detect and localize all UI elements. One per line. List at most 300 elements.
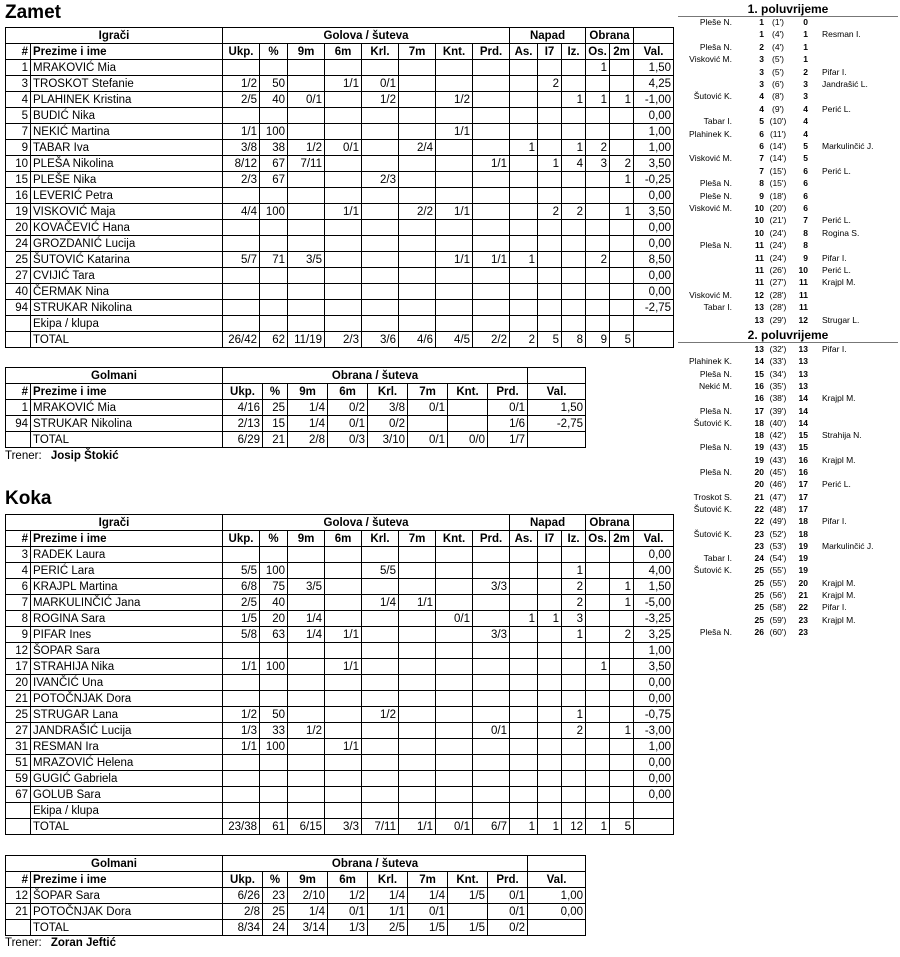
cell-value: 1/1 [223,124,260,140]
cell-value [562,300,586,316]
cell-name: TABAR Iva [31,140,223,156]
cell-value [325,220,362,236]
left-scorer: Pleše N. [699,17,732,27]
right-scorer: Perić L. [822,265,851,275]
home-score: 8 [759,178,764,189]
cell-value: 6/29 [223,432,263,448]
cell-value [399,691,436,707]
cell-value [586,204,610,220]
cell-value: 2/13 [223,416,263,432]
cell-number: 19 [6,204,31,220]
cell-name: PERIĆ Lara [31,563,223,579]
cell-value [528,920,586,936]
cell-value [473,220,510,236]
column-header: 6m [328,384,368,400]
player-row [6,707,674,723]
cell-value [325,156,362,172]
cell-value [288,595,325,611]
cell-name: PLEŠE Nika [31,172,223,188]
home-score: 19 [754,442,764,453]
cell-value [473,76,510,92]
away-score: 5 [803,153,808,164]
cell-value: 1,50 [528,400,586,416]
goal-event [676,466,900,478]
cell-value [538,707,562,723]
goal-event [676,66,900,78]
cell-value [586,124,610,140]
cell-value [260,60,288,76]
cell-value [399,787,436,803]
cell-value: 2/3 [223,172,260,188]
cell-value [610,220,634,236]
goal-event [676,140,900,152]
cell-value [510,579,538,595]
cell-value [610,140,634,156]
cell-value [586,563,610,579]
cell-value [223,300,260,316]
goal-event [676,53,900,65]
cell-value: 2/4 [399,140,436,156]
cell-value [325,771,362,787]
cell-value [510,316,538,332]
home-score: 13 [754,314,764,325]
cell-value: 5/7 [223,252,260,268]
column-header: Prezime i ime [31,384,223,400]
cell-value: 3/8 [223,140,260,156]
cell-value [473,803,510,819]
player-row [6,819,674,835]
cell-value [362,803,399,819]
cell-value [473,140,510,156]
away-score: 13 [798,368,808,379]
cell-value: 1 [510,819,538,835]
cell-value [586,220,610,236]
cell-value: 2 [562,595,586,611]
cell-value [538,787,562,803]
cell-value [510,220,538,236]
minute: (33') [769,356,787,367]
away-score: 13 [798,356,808,367]
home-score: 4 [759,91,764,102]
cell-value [325,316,362,332]
cell-value: 3/3 [473,627,510,643]
cell-value: 1 [610,723,634,739]
cell-name: NEKIĆ Martina [31,124,223,140]
player-row [6,547,674,563]
home-score: 6 [759,128,764,139]
right-scorer: Strugar L. [822,314,860,325]
cell-value: 2/5 [223,92,260,108]
cell-value [362,771,399,787]
cell-number: 1 [6,60,31,76]
minute: (20') [769,203,787,213]
cell-value: 33 [260,723,288,739]
cell-name: MARKULINČIĆ Jana [31,595,223,611]
cell-value [399,188,436,204]
cell-value [436,172,473,188]
home-score: 23 [754,528,764,539]
home-score: 2 [759,41,764,52]
home-score: 3 [759,54,764,65]
cell-value [562,60,586,76]
cell-value [538,236,562,252]
cell-value [510,707,538,723]
away-score: 17 [798,479,808,490]
player-row [6,236,674,252]
cell-value [562,236,586,252]
column-header: Knt. [436,44,473,60]
cell-value: 1/4 [288,611,325,627]
cell-value: 0/1 [488,400,528,416]
goal-event [676,454,900,466]
left-scorer: Pleša N. [699,178,732,189]
cell-value: 2/5 [223,595,260,611]
cell-value: 4/4 [223,204,260,220]
cell-value [325,108,362,124]
right-scorer: Strahija N. [822,430,862,441]
minute: (14') [769,141,787,151]
header-napad: Napad [510,515,586,531]
cell-value: 1/2 [436,92,473,108]
cell-value: 3/10 [368,432,408,448]
cell-value: 9 [586,332,610,348]
cell-value [510,172,538,188]
cell-value: 8/34 [223,920,263,936]
minute: (49') [769,516,787,527]
cell-value [586,643,610,659]
gk-header-group-row [6,856,586,872]
cell-name: ČERMAK Nina [31,284,223,300]
cell-value [538,92,562,108]
cell-number: 51 [6,755,31,771]
cell-value [436,787,473,803]
cell-value: 0,00 [634,236,674,252]
away-score: 6 [803,203,808,213]
cell-name: RESMAN Ira [31,739,223,755]
minute: (1') [771,17,784,27]
cell-value [399,611,436,627]
cell-value: 6/15 [288,819,325,835]
player-row [6,739,674,755]
home-score: 3 [759,79,764,89]
cell-value [634,803,674,819]
cell-value [260,643,288,659]
left-scorer: Visković M. [689,54,732,65]
cell-value [510,60,538,76]
player-row [6,268,674,284]
cell-number: 9 [6,140,31,156]
cell-value [562,755,586,771]
coach-label: Trener: [5,450,42,462]
cell-value: 1/5 [448,888,488,904]
home-score: 22 [754,516,764,527]
column-header: 9m [288,531,325,547]
cell-value [586,755,610,771]
cell-value [510,723,538,739]
cell-value: 0,00 [634,787,674,803]
cell-value [586,771,610,787]
cell-value [538,803,562,819]
player-row [6,204,674,220]
cell-value [510,563,538,579]
column-header: 6m [325,44,362,60]
cell-value [325,252,362,268]
cell-value: 1,00 [634,739,674,755]
cell-value [288,547,325,563]
cell-number: 40 [6,284,31,300]
away-score: 4 [803,128,808,139]
cell-value: -3,25 [634,611,674,627]
cell-value: 5 [538,332,562,348]
cell-value [399,771,436,787]
cell-value: 2 [610,156,634,172]
player-row [6,300,674,316]
player-row [6,659,674,675]
cell-value [288,268,325,284]
cell-value: 1 [610,172,634,188]
cell-value: 38 [260,140,288,156]
cell-value [362,60,399,76]
minute: (58') [769,602,787,613]
cell-value [288,675,325,691]
column-header: Knt. [436,531,473,547]
cell-value: 3,25 [634,627,674,643]
minute: (15') [769,178,787,189]
column-header: % [263,872,288,888]
cell-value [473,707,510,723]
cell-value [610,60,634,76]
home-score: 25 [754,614,764,625]
left-scorer: Pleša N. [699,240,732,251]
cell-value [436,268,473,284]
player-row [6,643,674,659]
cell-value: 1 [562,707,586,723]
cell-value: 1/4 [288,400,328,416]
column-header: Val. [528,872,586,888]
home-score: 23 [754,540,764,551]
cell-value: 0,00 [634,284,674,300]
column-header: Prd. [473,44,510,60]
cell-value [436,755,473,771]
cell-value [223,268,260,284]
cell-value: 0/1 [436,611,473,627]
cell-value: 0/1 [408,400,448,416]
cell-value [325,92,362,108]
goal-event [676,152,900,164]
cell-value [448,416,488,432]
cell-value [586,579,610,595]
cell-value [436,595,473,611]
cell-value: 67 [260,172,288,188]
left-scorer: Pleše N. [699,190,732,201]
cell-value [586,547,610,563]
column-header-row [6,531,674,547]
goal-event [676,115,900,127]
home-score: 25 [754,602,764,613]
cell-name: TOTAL [31,432,223,448]
minute: (59') [769,614,787,625]
away-score: 1 [803,29,808,40]
cell-value [436,771,473,787]
cell-name: LEVERIĆ Petra [31,188,223,204]
left-scorer: Šutović K. [693,91,732,102]
goal-event [676,214,900,226]
cell-value: 40 [260,92,288,108]
cell-name: PLAHINEK Kristina [31,92,223,108]
cell-value [586,236,610,252]
cell-value [473,188,510,204]
gk-column-header-row [6,872,586,888]
header-obrana-suteva: Obrana / šuteva [223,856,528,872]
cell-value [325,172,362,188]
away-score: 6 [803,178,808,189]
cell-value [586,723,610,739]
cell-value: 0,00 [634,547,674,563]
left-scorer: Pleša N. [699,368,732,379]
cell-value [538,284,562,300]
column-header: Prd. [473,531,510,547]
goal-event [676,417,900,429]
cell-number [6,803,31,819]
cell-value: 4 [562,156,586,172]
cell-value: 1/3 [223,723,260,739]
cell-value: 8 [562,332,586,348]
cell-value [586,172,610,188]
cell-value: 7/11 [362,819,399,835]
cell-value: 2 [610,627,634,643]
cell-value: 24 [263,920,288,936]
cell-name: ŠUTOVIĆ Katarina [31,252,223,268]
away-score: 14 [798,405,808,416]
cell-value [510,236,538,252]
cell-value [223,803,260,819]
home-score: 1 [759,17,764,27]
away-score: 17 [798,491,808,502]
cell-value [473,563,510,579]
cell-value: 1 [510,611,538,627]
cell-value: 1/4 [288,416,328,432]
minute: (24') [769,240,787,251]
home-score: 5 [759,116,764,127]
player-row [6,108,674,124]
cell-name: ROGINA Sara [31,611,223,627]
away-score: 22 [798,602,808,613]
cell-value [562,172,586,188]
cell-value [325,268,362,284]
cell-value [288,124,325,140]
cell-value [586,300,610,316]
cell-name: Ekipa / klupa [31,316,223,332]
cell-value [610,252,634,268]
cell-value [325,675,362,691]
column-header: Ukp. [223,384,263,400]
cell-value [510,204,538,220]
cell-value: 1/2 [223,707,260,723]
cell-value: 0/1 [328,904,368,920]
left-scorer: Tabar I. [703,302,732,313]
cell-value: 1/1 [325,76,362,92]
cell-value: 1/3 [328,920,368,936]
cell-value [260,300,288,316]
cell-name: JANDRAŠIĆ Lucija [31,723,223,739]
cell-value [260,755,288,771]
goalkeeper-row [6,400,586,416]
cell-value: 1 [562,92,586,108]
goal-event [676,540,900,552]
cell-value: 1/4 [408,888,448,904]
cell-value [223,755,260,771]
cell-value: 3/5 [288,252,325,268]
cell-value: 1/2 [288,140,325,156]
cell-value [586,316,610,332]
cell-value [260,675,288,691]
minute: (29') [769,314,787,325]
cell-value: 1/2 [362,707,399,723]
cell-value: 1,50 [634,579,674,595]
cell-value [436,675,473,691]
cell-value [562,787,586,803]
cell-value [223,643,260,659]
goal-event [676,491,900,503]
player-row [6,76,674,92]
column-header: Knt. [448,384,488,400]
cell-value [448,400,488,416]
cell-value [510,675,538,691]
cell-value [362,124,399,140]
cell-value: 50 [260,76,288,92]
cell-value [610,76,634,92]
cell-number: 9 [6,627,31,643]
minute: (18') [769,190,787,201]
cell-value: 1,00 [634,643,674,659]
goal-event [676,301,900,313]
cell-value [260,188,288,204]
cell-value [436,188,473,204]
cell-name: MRAZOVIĆ Helena [31,755,223,771]
cell-number: 27 [6,723,31,739]
cell-value: 2 [538,76,562,92]
home-score: 18 [754,417,764,428]
cell-value [288,771,325,787]
cell-value: 0,00 [528,904,586,920]
home-score: 6 [759,141,764,151]
cell-value [362,627,399,643]
cell-value: 1 [610,595,634,611]
header-igraci: Igrači [6,515,223,531]
cell-value: 1/4 [368,888,408,904]
cell-value [448,904,488,920]
cell-value [399,316,436,332]
cell-value [362,787,399,803]
minute: (21') [769,215,787,226]
cell-value: 1 [586,60,610,76]
cell-value [473,547,510,563]
home-score: 24 [754,553,764,564]
header-obrana: Obrana [586,28,634,44]
minute: (28') [769,302,787,313]
goal-event [676,276,900,288]
minute: (46') [769,479,787,490]
home-score: 13 [754,302,764,313]
away-score: 19 [798,540,808,551]
cell-name: ŠOPAR Sara [31,888,223,904]
minute: (5') [771,66,784,77]
cell-name: TOTAL [31,920,223,936]
cell-number: 20 [6,675,31,691]
cell-value [634,316,674,332]
cell-value: 0/1 [436,819,473,835]
koka-players-table [5,514,674,835]
